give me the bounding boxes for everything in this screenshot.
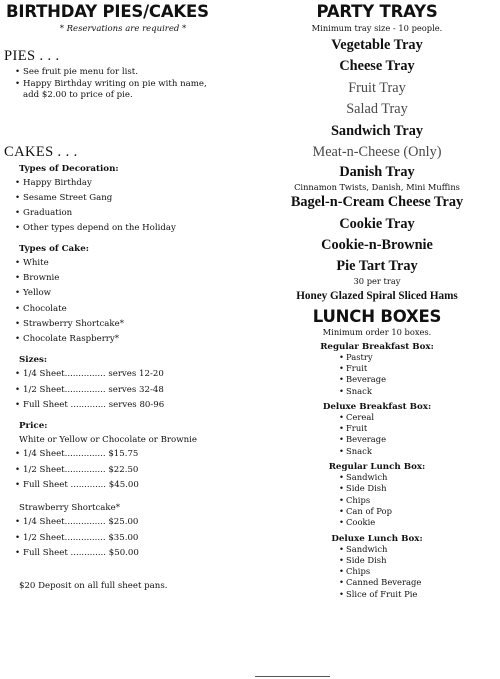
cake-types-list	[4, 256, 242, 348]
tray-cheese: Cheese Tray	[339, 58, 415, 75]
size-row	[4, 367, 242, 382]
deposit-note: $20 Deposit on all full sheet pans.	[19, 581, 168, 592]
price-value: $45.00	[108, 479, 139, 490]
size-value: serves 12-20	[108, 369, 164, 380]
danish-note: Cinnamon Twists, Danish, Mini Muffins	[294, 182, 460, 193]
tray-vegetable: Vegetable Tray	[331, 37, 423, 53]
price-value: $35.00	[108, 532, 139, 543]
box-item: • Beverage	[339, 434, 500, 445]
price-size: 1/4 Sheet...............	[23, 449, 106, 460]
price-row	[4, 515, 242, 530]
box-items-list	[339, 544, 500, 600]
box-item: • Beverage	[339, 374, 500, 385]
box-item: • Side Dish	[339, 483, 500, 494]
party-trays-section	[254, 2, 500, 600]
box-items-list	[339, 472, 500, 528]
tray-danish: Danish Tray	[339, 164, 415, 181]
tray-pie-tart: Pie Tart Tray	[336, 257, 418, 274]
size-name: Full Sheet .............	[23, 400, 107, 411]
price-group2-label: Strawberry Shortcake*	[19, 503, 121, 514]
size-name: 1/2 Sheet...............	[23, 384, 106, 395]
box-title: Deluxe Lunch Box:	[331, 533, 423, 544]
box-item: • Snack	[339, 386, 500, 397]
box-items-list	[339, 412, 500, 457]
list-item-continued	[4, 90, 242, 102]
price-group1-list	[4, 447, 242, 493]
birthday-section	[4, 2, 242, 593]
tray-meat-cheese: Meat-n-Cheese (Only)	[312, 144, 442, 161]
cakes-heading: CAKES . . .	[4, 143, 78, 160]
box-item: • Can of Pop	[339, 506, 500, 517]
cake-types-label: Types of Cake:	[19, 243, 89, 254]
tray-hams: Honey Glazed Spiral Sliced Hams	[296, 289, 458, 302]
box-title: Regular Breakfast Box:	[320, 341, 434, 352]
box-item: • Side Dish	[339, 555, 500, 566]
size-name: 1/4 Sheet...............	[23, 369, 106, 380]
decoration-label: Types of Decoration:	[19, 163, 119, 174]
list-item: • Strawberry Shortcake*	[4, 317, 242, 332]
box-title: Deluxe Breakfast Box:	[322, 401, 432, 412]
tray-fruit: Fruit Tray	[348, 79, 406, 96]
lunch-min-note: Minimum order 10 boxes.	[322, 326, 432, 337]
size-row	[4, 383, 242, 398]
size-value: serves 32-48	[108, 384, 164, 395]
tray-min-note: Minimum tray size - 10 people.	[311, 23, 443, 33]
price-size: Full Sheet .............	[23, 479, 107, 490]
price-size: 1/2 Sheet...............	[23, 532, 106, 543]
price-row	[4, 531, 242, 546]
price-value: $25.00	[108, 517, 139, 528]
box-items-list	[339, 352, 500, 397]
decoration-list	[4, 176, 242, 237]
price-value: $22.50	[108, 464, 139, 475]
list-item-text: add $2.00 to price of pie.	[23, 90, 133, 100]
list-item: • Sesame Street Gang	[4, 191, 242, 206]
list-item: • White	[4, 256, 242, 271]
box-item: • Slice of Fruit Pie	[339, 589, 500, 600]
box-title: Regular Lunch Box:	[328, 462, 426, 473]
price-size: 1/4 Sheet...............	[23, 517, 106, 528]
box-item: • Pastry	[339, 352, 500, 363]
list-item: • See fruit pie menu for list.	[4, 67, 242, 79]
price-group1-label: White or Yellow or Chocolate or Brownie	[19, 435, 197, 446]
list-item: • Brownie	[4, 271, 242, 286]
price-row	[4, 447, 242, 462]
box-item: • Chips	[339, 566, 500, 577]
size-row	[4, 398, 242, 413]
size-value: serves 80-96	[108, 400, 165, 411]
list-item: • Yellow	[4, 286, 242, 301]
tray-cookie: Cookie Tray	[339, 215, 415, 232]
box-item: • Sandwich	[339, 472, 500, 483]
pies-heading: PIES . . .	[4, 48, 60, 64]
price-value: $50.00	[108, 547, 139, 558]
list-item: • Chocolate	[4, 302, 242, 317]
list-item: • Graduation	[4, 206, 242, 221]
box-item: • Sandwich	[339, 544, 500, 555]
tray-sandwich: Sandwich Tray	[330, 122, 424, 139]
sizes-label: Sizes:	[19, 355, 48, 366]
pie-tart-note: 30 per tray	[353, 275, 401, 286]
price-size: 1/2 Sheet...............	[23, 464, 106, 475]
box-item: • Cookie	[339, 517, 500, 528]
bottom-divider	[255, 676, 330, 677]
birthday-title: BIRTHDAY PIES/CAKES	[6, 2, 209, 21]
party-trays-title: PARTY TRAYS	[316, 2, 438, 21]
price-value: $15.75	[108, 449, 139, 460]
box-item: • Fruit	[339, 363, 500, 374]
price-group2-list	[4, 515, 242, 561]
lunch-boxes-title: LUNCH BOXES	[312, 306, 442, 326]
reservation-note: * Reservations are required *	[59, 24, 187, 34]
sizes-list	[4, 367, 242, 413]
price-row	[4, 546, 242, 561]
price-row	[4, 463, 242, 478]
box-item: • Snack	[339, 446, 500, 457]
pies-list	[4, 67, 242, 102]
box-item: • Canned Beverage	[339, 577, 500, 588]
price-size: Full Sheet .............	[23, 547, 107, 558]
price-row	[4, 478, 242, 493]
box-item: • Chips	[339, 495, 500, 506]
list-item: • Happy Birthday	[4, 176, 242, 191]
list-item: • Other types depend on the Holiday	[4, 221, 242, 236]
price-label: Price:	[19, 421, 48, 432]
tray-salad: Salad Tray	[346, 101, 408, 118]
tray-cookie-brownie: Cookie-n-Brownie	[321, 237, 433, 254]
list-item: • Happy Birthday writing on pie with name,	[4, 79, 242, 91]
list-item: • Chocolate Raspberry*	[4, 332, 242, 347]
box-item: • Cereal	[339, 412, 500, 423]
box-item: • Fruit	[339, 423, 500, 434]
tray-bagel: Bagel-n-Cream Cheese Tray	[290, 194, 464, 211]
